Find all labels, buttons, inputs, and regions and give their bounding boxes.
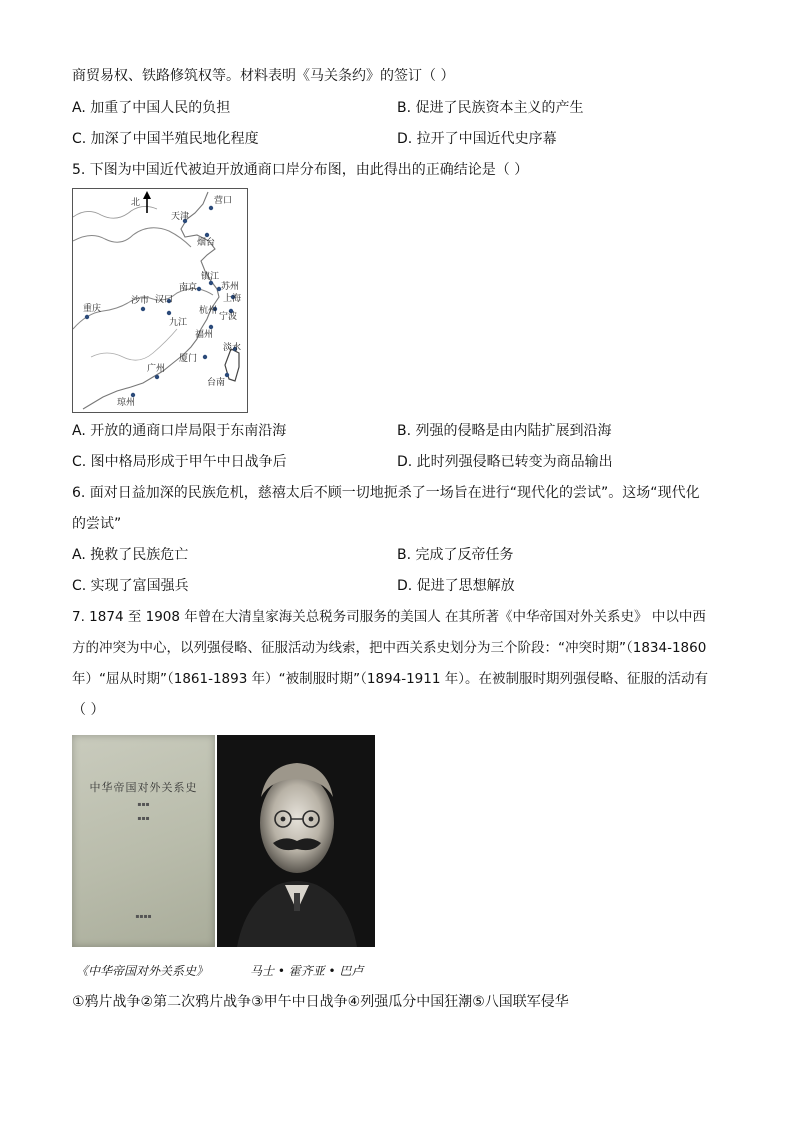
book-cover-title: 中华帝国对外关系史 xyxy=(89,781,198,794)
svg-text:厦门: 厦门 xyxy=(179,354,198,364)
city-fuzhou xyxy=(195,325,213,340)
svg-text:镇江: 镇江 xyxy=(201,272,220,282)
q6-option-b[interactable]: B. 完成了反帝任务 xyxy=(397,547,514,563)
q7-stem-line2: 方的冲突为中心，以列强侵略、征服活动为线索，把中西关系史划分为三个阶段：“冲突时期”（1834-1860 xyxy=(72,640,707,656)
svg-text:汉口: 汉口 xyxy=(155,295,174,305)
q7-stem-line3: 年）“屈从时期”（1861-1893 年）“被制服时期”（1894-1911 年）。在被制服时期列强侵略、征服的活动有 xyxy=(72,671,708,687)
svg-text:宁波: 宁波 xyxy=(219,312,238,322)
book-cover-publisher-mark: ▪▪▪▪ xyxy=(135,913,152,920)
city-guangzhou xyxy=(147,362,165,379)
city-qiongzhou xyxy=(117,393,135,408)
book-cover-image xyxy=(72,735,215,947)
svg-text:琼州: 琼州 xyxy=(117,398,136,408)
q5-option-a[interactable]: A. 开放的通商口岸局限于东南沿海 xyxy=(72,423,287,439)
q5-stem: 5. 下图为中国近代被迫开放通商口岸分布图，由此得出的正确结论是（ ） xyxy=(72,162,529,178)
city-xiamen xyxy=(179,352,207,364)
city-shanghai xyxy=(223,292,241,304)
svg-text:九江: 九江 xyxy=(169,318,188,328)
svg-text:台南: 台南 xyxy=(207,378,226,388)
map-river-2 xyxy=(73,206,157,218)
svg-text:广州: 广州 xyxy=(147,364,166,374)
caption-person: 马士 • 霍齐亚 • 巴卢 xyxy=(250,964,364,978)
q6-stem-line2: 的尝试” xyxy=(72,516,122,532)
north-arrow-head xyxy=(143,191,151,199)
q4-option-d[interactable]: D. 拉开了中国近代史序幕 xyxy=(397,131,557,147)
map-svg xyxy=(73,189,247,412)
city-nanjing xyxy=(179,281,201,293)
q4-option-b[interactable]: B. 促进了民族资本主义的产生 xyxy=(397,100,584,116)
svg-text:福州: 福州 xyxy=(195,330,214,340)
svg-text:上海: 上海 xyxy=(223,294,242,304)
city-yantai xyxy=(197,233,215,248)
svg-text:杭州: 杭州 xyxy=(199,306,218,316)
city-tianjin xyxy=(171,210,189,223)
q7-stem-line4: （ ） xyxy=(72,702,105,718)
city-danshui xyxy=(223,341,241,353)
map-coastline xyxy=(83,192,219,409)
portrait-photo xyxy=(217,735,375,947)
map-inland-border xyxy=(91,329,177,360)
q4-stem: 商贸易权、铁路修筑权等。材料表明《马关条约》的签订（ ） xyxy=(72,68,455,84)
svg-text:南京: 南京 xyxy=(179,283,198,293)
city-shashi xyxy=(131,294,149,311)
q6-stem-line1: 6. 面对日益加深的民族危机，慈禧太后不顾一切地扼杀了一场旨在进行“现代化的尝试”。这场“现代化 xyxy=(72,485,700,501)
book-cover-author-mark: ▪▪▪ xyxy=(137,815,150,822)
city-hankou xyxy=(155,294,173,305)
city-jiujiang xyxy=(167,311,187,328)
svg-text:沙市: 沙市 xyxy=(131,296,150,306)
q5-option-c[interactable]: C. 图中格局形成于甲午中日战争后 xyxy=(72,454,287,470)
svg-text:重庆: 重庆 xyxy=(83,304,102,314)
q6-option-c[interactable]: C. 实现了富国强兵 xyxy=(72,578,189,594)
q4-option-a[interactable]: A. 加重了中国人民的负担 xyxy=(72,100,231,116)
q5-option-b[interactable]: B. 列强的侵略是由内陆扩展到沿海 xyxy=(397,423,612,439)
map-river xyxy=(73,228,191,247)
q7-events-list: ①鸦片战争②第二次鸦片战争③甲午中日战争④列强瓜分中国狂潮⑤八国联军侵华 xyxy=(72,994,569,1010)
svg-text:营口: 营口 xyxy=(214,196,233,206)
north-label: 北 xyxy=(131,198,141,208)
book-cover-volume-mark: ▪▪▪ xyxy=(137,801,150,808)
city-suzhou xyxy=(217,280,239,292)
svg-text:烟台: 烟台 xyxy=(197,238,216,248)
caption-book: 《中华帝国对外关系史》 xyxy=(76,964,209,978)
svg-text:苏州: 苏州 xyxy=(221,282,240,292)
city-zhenjiang xyxy=(201,270,219,285)
city-ningbo xyxy=(219,309,237,322)
treaty-ports-map xyxy=(72,188,248,413)
q5-option-d[interactable]: D. 此时列强侵略已转变为商品输出 xyxy=(397,454,613,470)
q6-option-d[interactable]: D. 促进了思想解放 xyxy=(397,578,515,594)
svg-text:淡水: 淡水 xyxy=(223,343,242,353)
svg-text:天津: 天津 xyxy=(171,212,190,222)
q6-option-a[interactable]: A. 挽救了民族危亡 xyxy=(72,547,189,563)
q4-option-c[interactable]: C. 加深了中国半殖民地化程度 xyxy=(72,131,259,147)
city-hangzhou xyxy=(199,304,217,316)
city-tainan xyxy=(207,373,229,388)
q7-stem-line1: 7. 1874 至 1908 年曾在大清皇家海关总税务司服务的美国人 在其所著《中华帝国对外关系史》 中以中西 xyxy=(72,609,706,625)
city-chongqing xyxy=(83,302,101,319)
city-yingkou xyxy=(209,194,232,210)
portrait-svg xyxy=(217,735,375,947)
